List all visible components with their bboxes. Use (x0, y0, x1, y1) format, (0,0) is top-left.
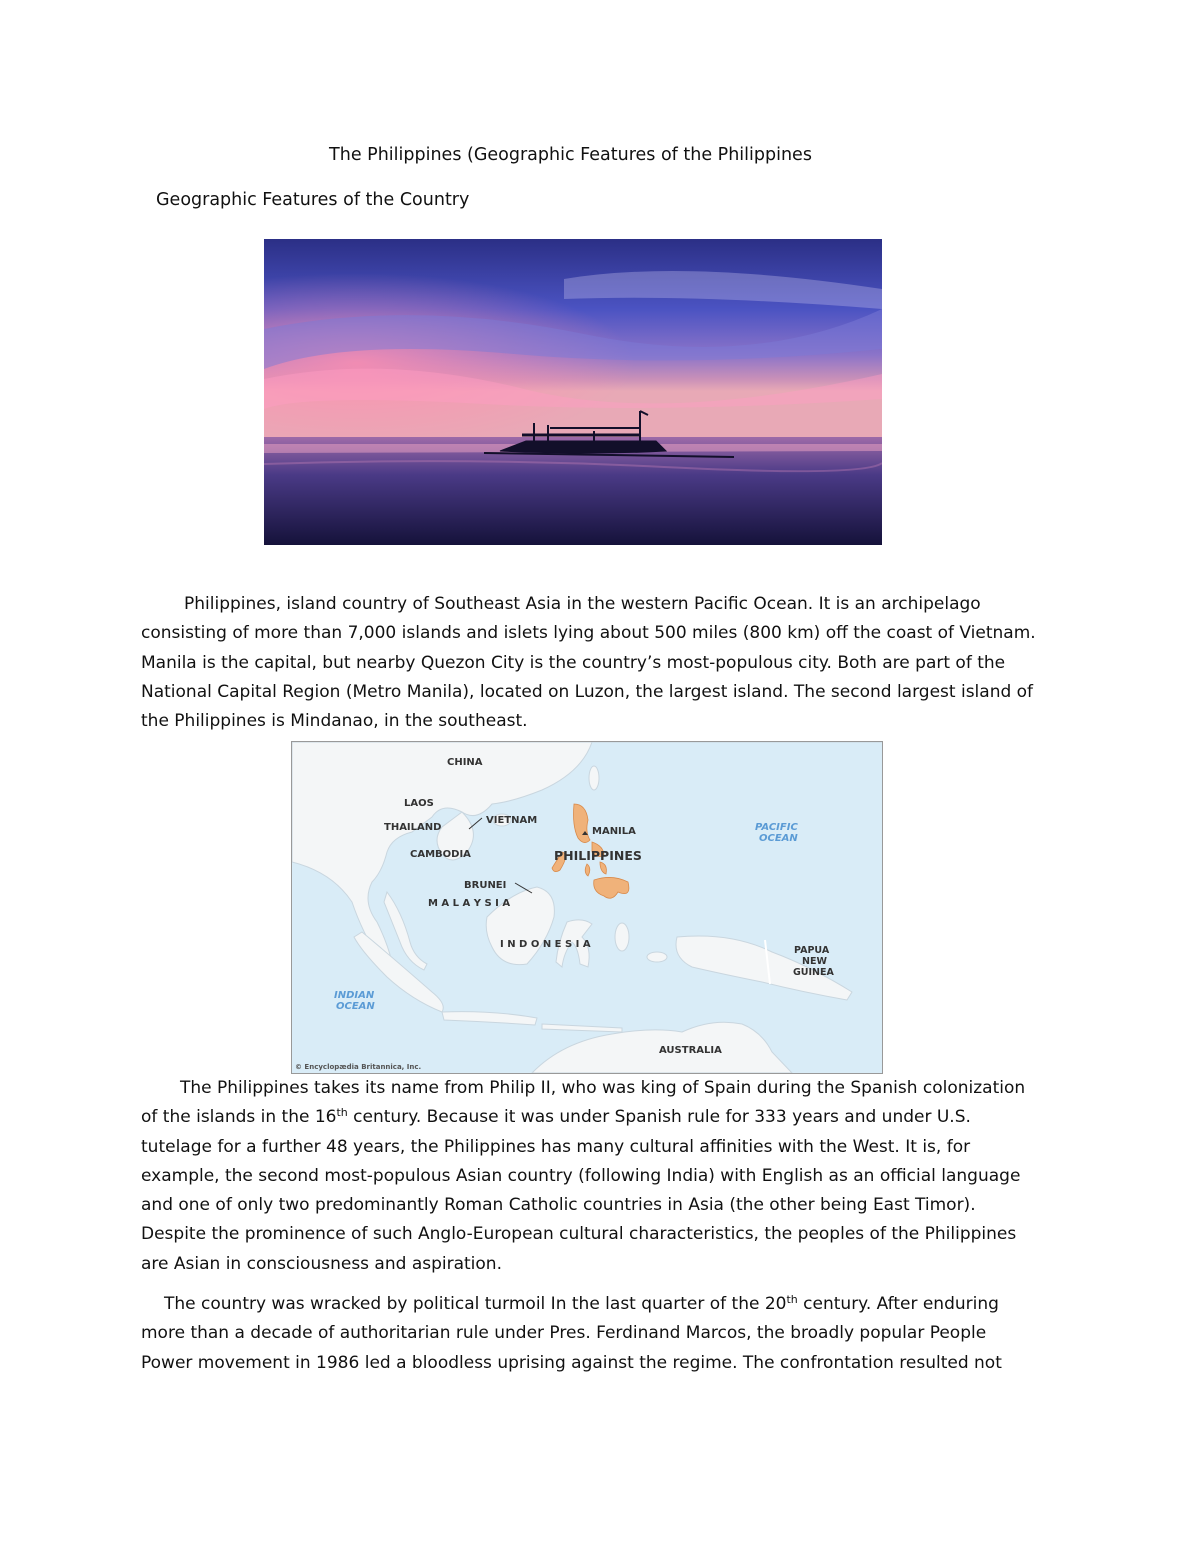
text-line: more than a decade of authoritarian rule under Pres. Ferdinand Marcos, the broadly popular People (141, 1323, 987, 1344)
text-line: Philippines, island country of Southeast Asia in the western Pacific Ocean. It is an archipelago (184, 594, 981, 614)
text-line (141, 1103, 1071, 1132)
map-label-pacific-ocean: OCEAN (759, 833, 798, 844)
ordinal-suffix: th (786, 1293, 798, 1306)
text-line: tutelage for a further 48 years, the Philippines has many cultural affinities with the West. It is, for (141, 1136, 971, 1157)
map-label-indonesia: I N D O N E S I A (500, 939, 591, 950)
text-run: century. Because it was under Spanish rule for 333 years and under U.S. (347, 1107, 971, 1128)
map-label-papua-new-guinea: GUINEA (793, 967, 834, 978)
sunset-boat-photo (264, 239, 882, 545)
text-run: century. After enduring (797, 1294, 999, 1314)
map-graphic (292, 742, 882, 1073)
map-label-brunei: BRUNEI (464, 880, 507, 891)
map-label-manila: MANILA (592, 826, 636, 837)
map-label-china: CHINA (447, 757, 483, 768)
intro-paragraph (141, 590, 1071, 736)
text-line: Manila is the capital, but nearby Quezon City is the country’s most-populous city. Both are part of the (141, 652, 1006, 673)
map-label-malaysia: M A L A Y S I A (428, 898, 511, 909)
section-heading: Geographic Features of the Country (156, 190, 470, 210)
map-label-philippines: PHILIPPINES (554, 848, 642, 863)
text-line: and one of only two predominantly Roman Catholic countries in Asia (the other being East Timor). (141, 1195, 976, 1216)
map-label-laos: LAOS (404, 798, 434, 809)
text-line: National Capital Region (Metro Manila), located on Luzon, the largest island. The second largest island of (141, 681, 1034, 702)
text-line: the Philippines is Mindanao, in the southeast. (141, 711, 528, 732)
text-run: The country was wracked by political turmoil In the last quarter of the 20 (164, 1294, 787, 1314)
text-line: example, the second most-populous Asian country (following India) with English as an official language (141, 1165, 1021, 1186)
map-label-australia: AUSTRALIA (659, 1045, 722, 1056)
map-credit: © Encyclopædia Britannica, Inc. (295, 1063, 422, 1071)
text-line: Power movement in 1986 led a bloodless uprising against the regime. The confrontation resulted not (141, 1352, 1002, 1373)
text-line: consisting of more than 7,000 islands and islets lying about 500 miles (800 km) off the coast of Vietnam. (141, 623, 1036, 644)
history-paragraph (141, 1074, 1071, 1279)
map-label-papua-new-guinea: NEW (802, 956, 827, 967)
map-label-indian-ocean: INDIAN (334, 990, 375, 1001)
text-line: The Philippines takes its name from Philip II, who was king of Spain during the Spanish colonization (180, 1078, 1026, 1098)
politics-paragraph (141, 1290, 1071, 1378)
map-label-vietnam: VIETNAM (486, 815, 538, 826)
sunset-boat-image (264, 239, 882, 545)
map-label-pacific-ocean: PACIFIC (755, 822, 798, 833)
southeast-asia-map (291, 741, 883, 1074)
text-line: are Asian in consciousness and aspiration. (141, 1253, 502, 1274)
map-label-cambodia: CAMBODIA (410, 849, 471, 860)
map-label-indian-ocean: OCEAN (336, 1001, 375, 1012)
map-label-thailand: THAILAND (384, 822, 442, 833)
map-label-papua-new-guinea: PAPUA (794, 945, 830, 956)
document-title: The Philippines (Geographic Features of the Philippines (329, 145, 812, 165)
text-run: of the islands in the 16 (141, 1107, 337, 1128)
text-line: Despite the prominence of such Anglo-European cultural characteristics, the peoples of the Philippines (141, 1224, 1017, 1245)
ordinal-suffix: th (336, 1106, 348, 1120)
text-line (141, 1290, 1071, 1319)
